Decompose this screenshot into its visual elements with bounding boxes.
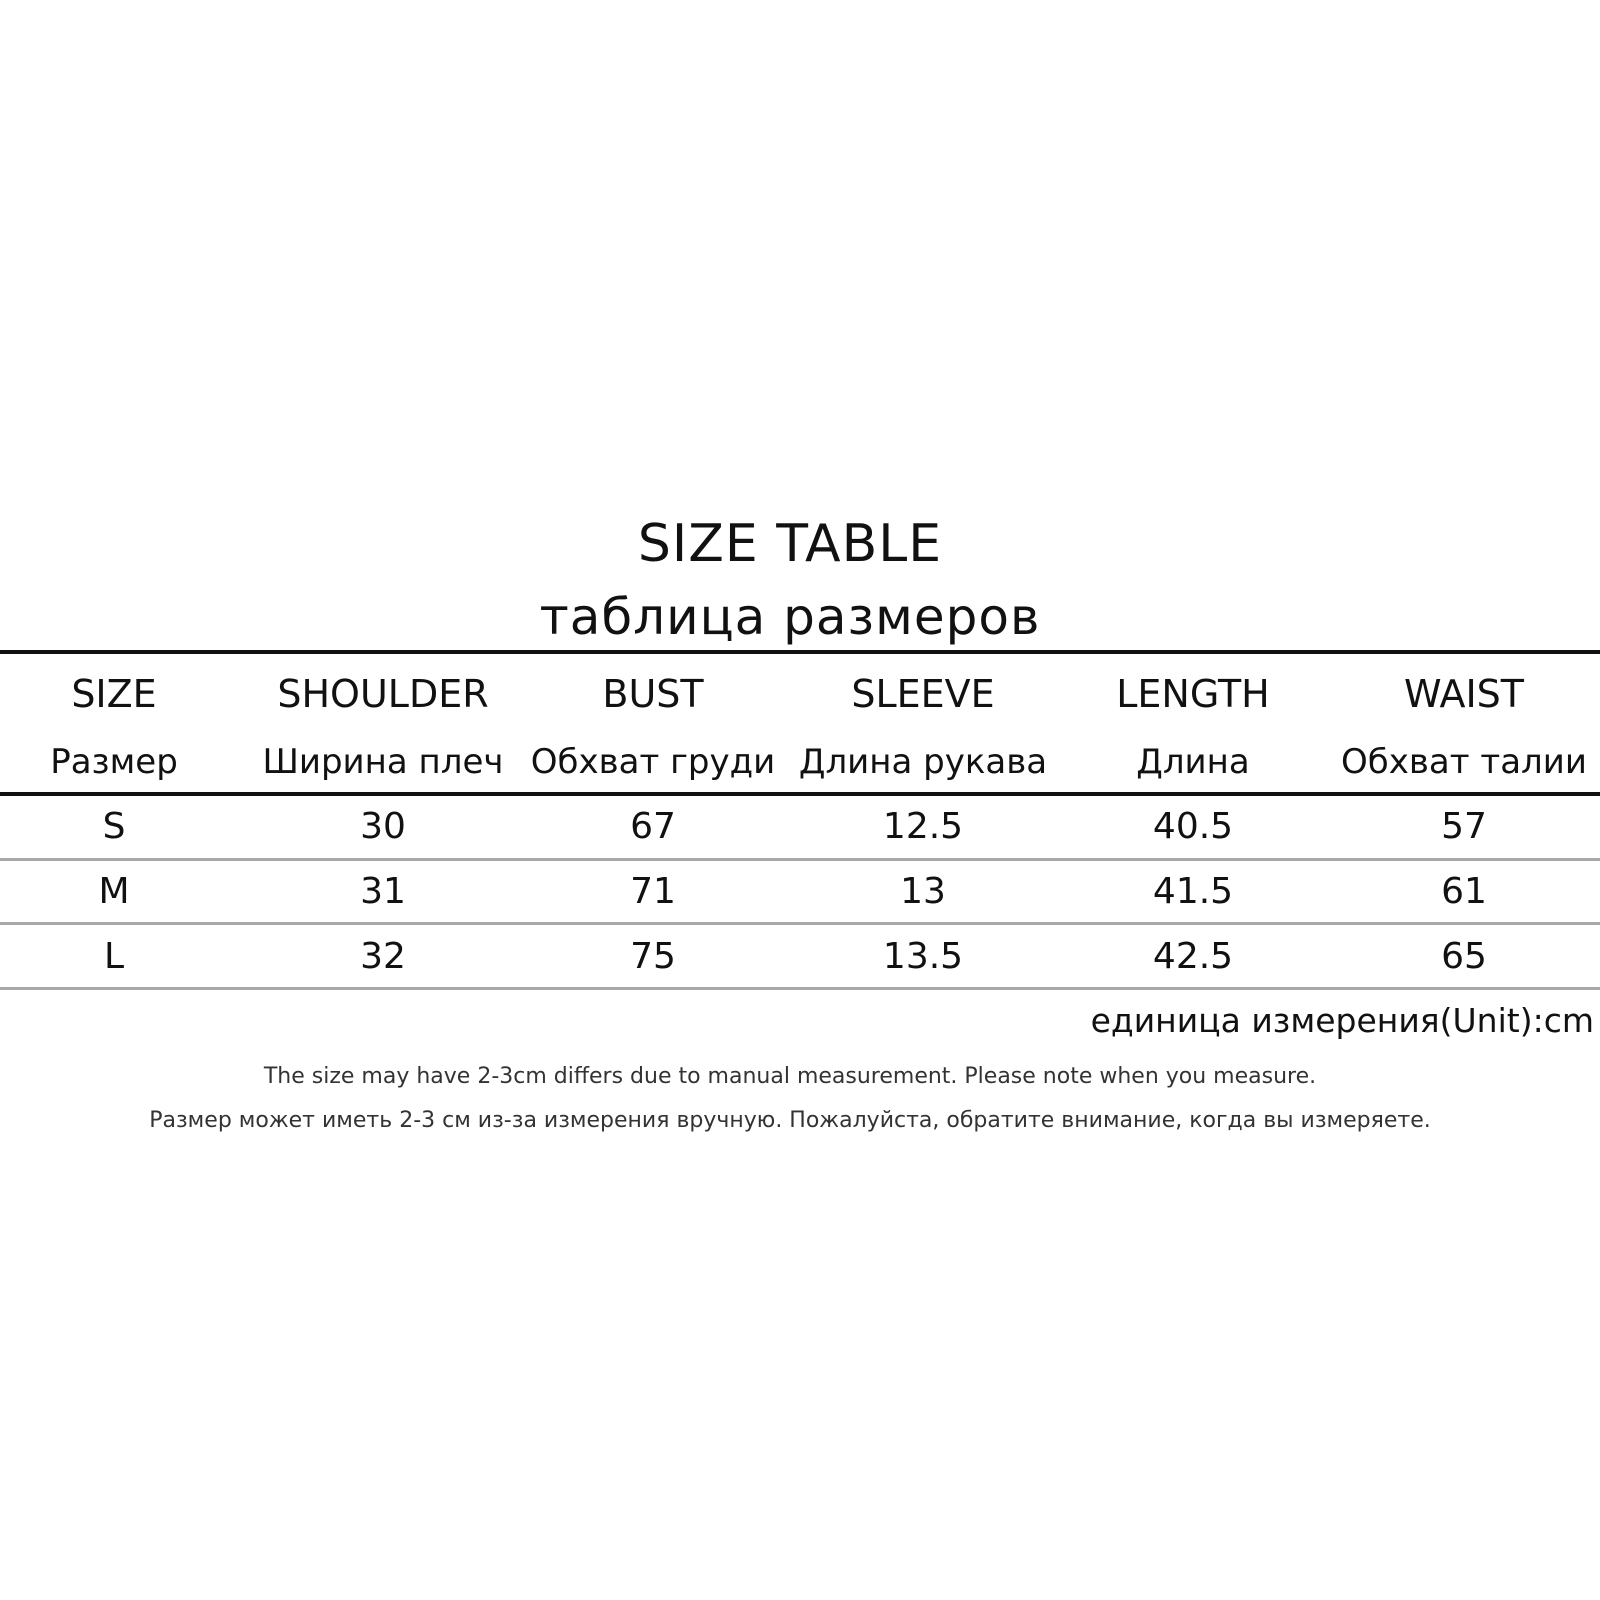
cell-shoulder: 31	[360, 871, 406, 912]
cell-length: 42.5	[1152, 936, 1234, 977]
column-header-sleeve-en: SLEEVE	[851, 672, 995, 716]
cell-bust: 75	[630, 936, 676, 977]
size-table-subtitle: таблица размеров	[539, 588, 1041, 646]
cell-size: S	[102, 806, 126, 847]
column-header-size-ru: Размер	[50, 742, 178, 782]
measurement-note-en: The size may have 2-3cm differs due to manual measurement. Please note when you measure.	[263, 1064, 1317, 1089]
table-top-rule	[0, 650, 1600, 654]
column-header-bust-en: BUST	[602, 672, 704, 716]
cell-waist: 65	[1441, 936, 1487, 977]
column-header-bust-ru: Обхват груди	[530, 742, 776, 782]
cell-sleeve: 12.5	[882, 806, 964, 847]
cell-length: 40.5	[1152, 806, 1234, 847]
cell-sleeve: 13.5	[882, 936, 964, 977]
row-divider	[0, 922, 1600, 925]
cell-bust: 71	[630, 871, 676, 912]
cell-shoulder: 32	[360, 936, 406, 977]
row-divider	[0, 858, 1600, 861]
column-header-length-ru: Длина	[1136, 742, 1250, 782]
column-header-shoulder-en: SHOULDER	[277, 672, 489, 716]
measurement-note-ru: Размер может иметь 2-3 см из-за измерения вручную. Пожалуйста, обратите внимание, когда вы измеряете.	[149, 1108, 1431, 1133]
cell-waist: 57	[1441, 806, 1487, 847]
column-header-sleeve-ru: Длина рукава	[798, 742, 1048, 782]
unit-note: единица измерения(Unit):cm	[1090, 1001, 1594, 1040]
size-table-title: SIZE TABLE	[637, 514, 943, 574]
cell-waist: 61	[1441, 871, 1487, 912]
column-header-waist-en: WAIST	[1403, 672, 1525, 716]
table-bottom-rule	[0, 987, 1600, 990]
cell-shoulder: 30	[360, 806, 406, 847]
column-header-size-en: SIZE	[71, 672, 157, 716]
cell-bust: 67	[630, 806, 676, 847]
column-header-length-en: LENGTH	[1116, 672, 1270, 716]
cell-size: M	[98, 871, 130, 912]
cell-size: L	[103, 936, 125, 977]
cell-sleeve: 13	[900, 871, 946, 912]
column-header-shoulder-ru: Ширина плеч	[262, 742, 504, 782]
cell-length: 41.5	[1152, 871, 1234, 912]
header-bottom-rule	[0, 792, 1600, 796]
column-header-waist-ru: Обхват талии	[1341, 742, 1587, 782]
